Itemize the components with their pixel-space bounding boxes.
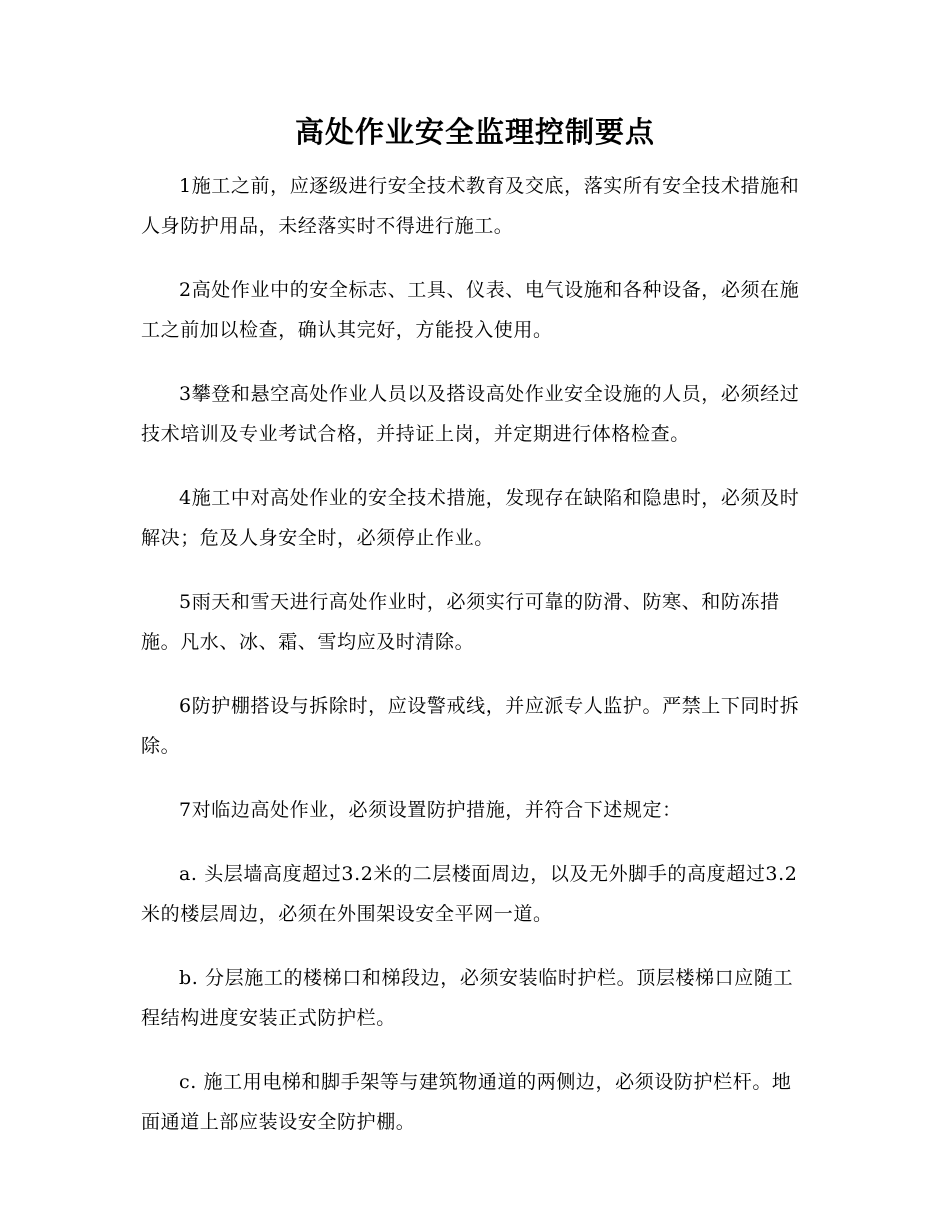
rule-b: b. 分层施工的楼梯口和梯段边，必须安装临时护栏。顶层楼梯口应随工程结构进度安装正式防护栏。 [141,967,794,1029]
document-body [141,166,811,1166]
paragraph-5: 5雨天和雪天进行高处作业时，必须实行可靠的防滑、防寒、和防冻措施。凡水、冰、霜、雪均应及时清除。 [141,591,780,653]
paragraph-3: 3攀登和悬空高处作业人员以及搭设高处作业安全设施的人员，必须经过技术培训及专业考试合格，并持证上岗，并定期进行体格检查。 [141,383,800,445]
paragraph-1: 1施工之前，应逐级进行安全技术教育及交底，落实所有安全技术措施和人身防护用品，未经落实时不得进行施工。 [141,175,800,237]
rule-c: c. 施工用电梯和脚手架等与建筑物通道的两侧边，必须设防护栏杆。地面通道上部应装设安全防护棚。 [141,1071,792,1133]
paragraph-6: 6防护棚搭设与拆除时，应设警戒线，并应派专人监护。严禁上下同时拆除。 [141,695,800,757]
document-title: 高处作业安全监理控制要点 [294,115,655,149]
paragraph-2: 2高处作业中的安全标志、工具、仪表、电气设施和各种设备，必须在施工之前加以检查，确认其完好，方能投入使用。 [141,279,800,341]
paragraph-4: 4施工中对高处作业的安全技术措施，发现存在缺陷和隐患时，必须及时解决；危及人身安全时，必须停止作业。 [141,487,800,549]
paragraph-7: 7对临边高处作业，必须设置防护措施，并符合下述规定： [179,799,682,821]
rule-a: a. 头层墙高度超过3.2米的二层楼面周边，以及无外脚手的高度超过3.2米的楼层周边，必须在外围架设安全平网一道。 [141,863,798,925]
